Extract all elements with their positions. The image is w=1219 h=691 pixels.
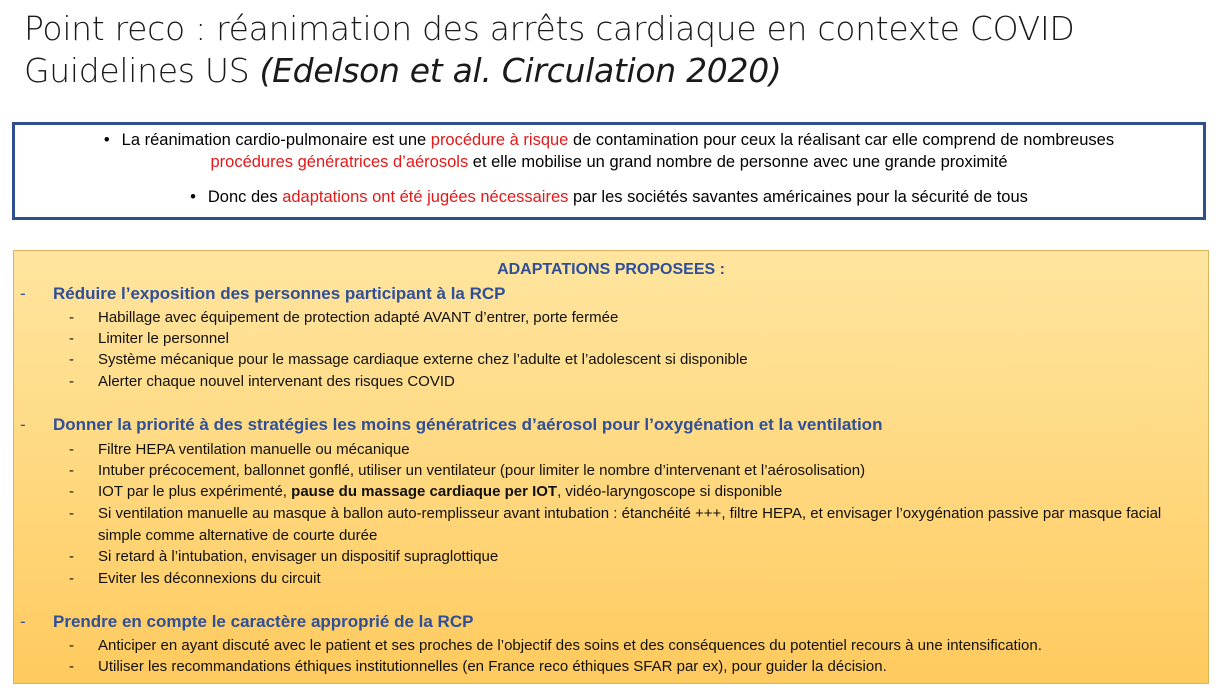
adaptations-panel [13, 250, 1209, 684]
list-item: - Si ventilation manuelle au masque à ballon auto-remplisseur avant intubation : étanchéité +++, filtre HEPA, et envisager l’oxygénation passive par masque facial simple comme alternative de courte durée [69, 505, 1162, 544]
adaptations-heading: ADAPTATIONS PROPOSEES : [497, 261, 725, 278]
highlight-adaptations: adaptations ont été jugées nécessaires [282, 188, 569, 206]
title-guidelines: Guidelines US [24, 51, 260, 90]
slide-title [24, 8, 1204, 92]
section-reduce-exposure: - Réduire l’exposition des personnes participant à la RCP [20, 284, 506, 303]
highlight-aerosol: procédures génératrices d’aérosols [210, 153, 469, 171]
section-low-aerosol-strategies: - Donner la priorité à des stratégies les moins génératrices d’aérosol pour l’oxygénation et la ventilation [20, 415, 883, 434]
bullet-icon: • [103, 131, 110, 149]
section-appropriate-cpr: - Prendre en compte le caractère approprié de la RCP [20, 612, 474, 631]
list-item: - IOT par le plus expérimenté, pause du massage cardiaque per IOT, vidéo-laryngoscope si disponible [69, 483, 783, 500]
list-item: - Anticiper en ayant discuté avec le patient et ses proches de l’objectif des soins et des conséquences du potentiel recours à une intensification. [69, 637, 1042, 654]
list-item: - Habillage avec équipement de protection adapté AVANT d’entrer, porte fermée [69, 309, 619, 326]
bullet-icon: • [190, 188, 196, 206]
list-item: - Utiliser les recommandations éthiques institutionnelles (en France reco éthiques SFAR par ex), pour guider la décision. [69, 658, 887, 675]
title-line-1: Point reco : réanimation des arrêts cardiaque en contexte COVID [24, 9, 1075, 48]
list-item: - Intuber précocement, ballonnet gonflé, utiliser un ventilateur (pour limiter le nombre d’intervenant et l’aérosolisation) [69, 462, 866, 479]
summary-box [12, 122, 1206, 220]
list-item: - Si retard à l’intubation, envisager un dispositif supraglottique [69, 548, 499, 565]
title-line-2 [24, 50, 1204, 92]
highlight-risk: procédure à risque [430, 131, 569, 149]
summary-bullet-1-line-1: • La réanimation cardio-pulmonaire est une procédure à risque de contamination pour ceux la réalisant car elle comprend de nombreuses [103, 131, 1115, 149]
list-item: - Alerter chaque nouvel intervenant des risques COVID [69, 373, 455, 390]
bold-pause-massage: pause du massage cardiaque per IOT [291, 483, 558, 500]
summary-bullet-2: • Donc des adaptations ont été jugées nécessaires par les sociétés savantes américaines pour la sécurité de tous [190, 188, 1028, 206]
list-item: - Limiter le personnel [69, 330, 229, 347]
title-reference: (Edelson et al. Circulation 2020) [259, 51, 782, 90]
summary-bullet-1-line-2: procédures génératrices d’aérosols et elle mobilise un grand nombre de personne avec une grande proximité [210, 153, 1008, 171]
list-item: - Système mécanique pour le massage cardiaque externe chez l’adulte et l’adolescent si disponible [69, 351, 748, 368]
list-item: - Eviter les déconnexions du circuit [69, 570, 321, 587]
list-item: - Filtre HEPA ventilation manuelle ou mécanique [69, 441, 410, 458]
